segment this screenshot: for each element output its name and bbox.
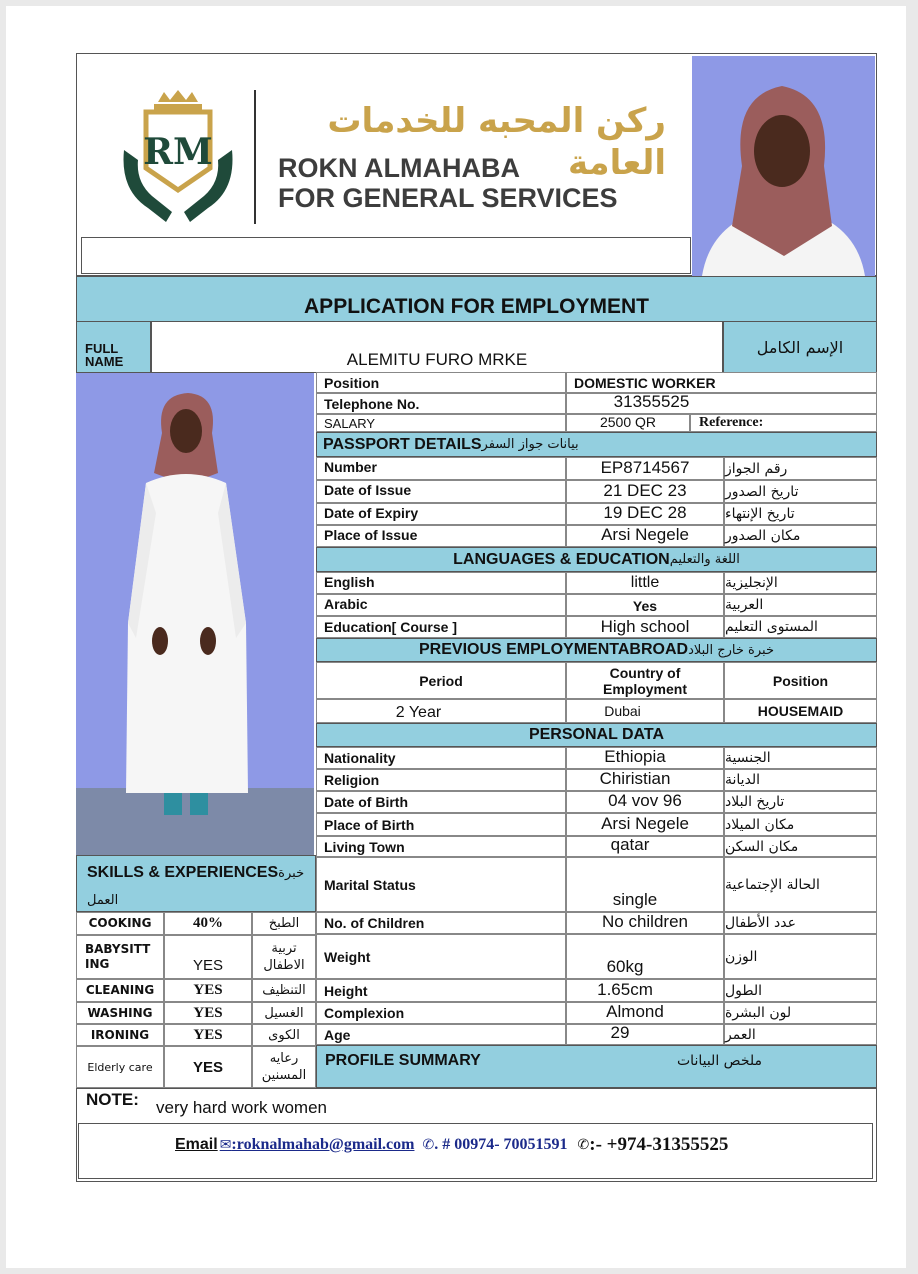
skill-cooking-label: COOKING — [76, 912, 164, 935]
date-of-birth-arabic: تاريخ البلاد — [724, 791, 877, 813]
portrait-photo — [692, 56, 875, 276]
telephone-value: 31355525 — [566, 393, 877, 414]
languages-section-header — [316, 547, 877, 572]
full-body-photo — [76, 373, 314, 855]
place-of-birth-label: Place of Birth — [316, 813, 566, 836]
height-label: Height — [316, 979, 566, 1002]
full-name-label-arabic: الإسم الكامل — [723, 321, 877, 373]
country-value: Dubai — [566, 699, 724, 723]
previous-employment-header — [316, 638, 877, 662]
languages-title: LANGUAGES & EDUCATION — [453, 550, 670, 568]
marital-status-value: single — [566, 857, 724, 912]
full-name-value: ALEMITU FURO MRKE — [151, 321, 723, 373]
previous-position-value: HOUSEMAID — [724, 699, 877, 723]
profile-summary-title: PROFILE SUMMARY — [325, 1052, 481, 1069]
skill-ironing-arabic: الكوى — [252, 1024, 316, 1046]
profile-summary-header — [316, 1045, 877, 1088]
form-title: APPLICATION FOR EMPLOYMENT — [76, 276, 877, 322]
passport-title-arabic: بيانات جواز السفر — [481, 437, 579, 452]
arabic-label: Arabic — [316, 594, 566, 616]
height-value: 1.65cm — [566, 979, 724, 1002]
company-name-arabic: ركن المحبه للخدمات العامة — [327, 101, 666, 183]
skill-elderly-care-label: Elderly care — [76, 1046, 164, 1088]
weight-value: 60kg — [566, 934, 724, 979]
living-town-arabic: مكان السكن — [724, 836, 877, 857]
place-of-birth-arabic: مكان الميلاد — [724, 813, 877, 836]
application-form-page — [6, 6, 906, 1268]
religion-arabic: الديانة — [724, 769, 877, 791]
salary-label: SALARY — [316, 414, 566, 432]
full-name-label: FULL NAME — [76, 321, 151, 373]
living-town-label: Living Town — [316, 836, 566, 857]
phone-number-2: :- +974-31355525 — [589, 1134, 729, 1155]
skill-cooking-arabic: الطبخ — [252, 912, 316, 935]
children-value: No children — [566, 912, 724, 934]
skill-ironing-value: YES — [164, 1024, 252, 1046]
note-label: NOTE: — [86, 1090, 139, 1109]
phone-number-1: . # 00974- 70051591 — [434, 1136, 568, 1153]
marital-status-label: Marital Status — [316, 857, 566, 912]
date-of-issue-value: 21 DEC 23 — [566, 480, 724, 503]
skill-elderly-care-arabic: رعايه المسنين — [252, 1046, 316, 1088]
date-of-expiry-label: Date of Expiry — [316, 503, 566, 525]
country-column-header: Country of Employment — [566, 662, 724, 699]
passport-number-label: Number — [316, 457, 566, 480]
complexion-value: Almond — [566, 1002, 724, 1024]
period-value: 2 Year — [316, 699, 566, 723]
note-text: very hard work women — [156, 1098, 328, 1117]
skills-title-arabic: خبرة العمل — [87, 866, 305, 908]
profile-summary-title-arabic: ملخص البيانات — [677, 1053, 762, 1069]
skills-section-header — [76, 855, 316, 912]
company-name-line2: FOR GENERAL SERVICES — [278, 183, 618, 213]
nationality-label: Nationality — [316, 747, 566, 769]
skill-cleaning-value: YES — [164, 979, 252, 1002]
date-of-issue-arabic: تاريخ الصدور — [724, 480, 877, 503]
education-arabic: المستوى التعليم — [724, 616, 877, 638]
marital-status-arabic: الحالة الإجتماعية — [724, 857, 877, 912]
period-column-header: Period — [316, 662, 566, 699]
education-value: High school — [566, 616, 724, 638]
date-of-issue-label: Date of Issue — [316, 480, 566, 503]
skill-washing-label: WASHING — [76, 1002, 164, 1024]
place-of-birth-value: Arsi Negele — [566, 813, 724, 836]
arabic-value: Yes — [566, 594, 724, 616]
date-of-expiry-arabic: تاريخ الإنتهاء — [724, 503, 877, 525]
english-arabic: الإنجليزية — [724, 572, 877, 594]
mobile-icon: ✆ — [577, 1137, 590, 1153]
education-label: Education[ Course ] — [316, 616, 566, 638]
salary-value: 2500 QR — [566, 414, 690, 432]
company-name-line1: ROKN ALMAHABA — [278, 153, 520, 183]
contact-footer — [78, 1123, 873, 1179]
email-label: Email — [175, 1136, 218, 1153]
position-label: Position — [316, 372, 566, 393]
skill-washing-value: YES — [164, 1002, 252, 1024]
passport-number-arabic: رقم الجواز — [724, 457, 877, 480]
languages-title-arabic: اللغة والتعليم — [669, 552, 740, 567]
email-link[interactable]: :roknalmahab@gmail.com — [231, 1136, 415, 1153]
skill-cleaning-label: CLEANING — [76, 979, 164, 1002]
header-divider — [254, 90, 256, 224]
header-empty-box — [81, 237, 691, 274]
arabic-arabic: العربية — [724, 594, 877, 616]
company-logo — [118, 90, 238, 230]
date-of-expiry-value: 19 DEC 28 — [566, 503, 724, 525]
skills-title: SKILLS & EXPERIENCES — [87, 864, 279, 881]
religion-label: Religion — [316, 769, 566, 791]
height-arabic: الطول — [724, 979, 877, 1002]
english-value: little — [566, 572, 724, 594]
date-of-birth-label: Date of Birth — [316, 791, 566, 813]
place-of-issue-arabic: مكان الصدور — [724, 525, 877, 547]
weight-label: Weight — [316, 934, 566, 979]
personal-data-header: PERSONAL DATA — [316, 723, 877, 747]
skill-ironing-label: IRONING — [76, 1024, 164, 1046]
position-column-header: Position — [724, 662, 877, 699]
skill-babysitting-arabic: تربية الاطفال — [252, 935, 316, 979]
complexion-arabic: لون البشرة — [724, 1002, 877, 1024]
telephone-label: Telephone No. — [316, 393, 566, 414]
skill-cooking-value: 40% — [164, 912, 252, 935]
skill-babysitting-value: YES — [164, 935, 252, 979]
age-label: Age — [316, 1024, 566, 1045]
children-arabic: عدد الأطفال — [724, 912, 877, 934]
place-of-issue-value: Arsi Negele — [566, 525, 724, 547]
skill-babysitting-label: BABYSITT ING — [76, 935, 164, 979]
complexion-label: Complexion — [316, 1002, 566, 1024]
passport-number-value: EP8714567 — [566, 457, 724, 480]
previous-employment-title: PREVIOUS EMPLOYMENTABROAD — [419, 641, 689, 658]
skill-elderly-care-value: YES — [164, 1046, 252, 1088]
nationality-arabic: الجنسية — [724, 747, 877, 769]
position-value: DOMESTIC WORKER — [566, 372, 877, 393]
date-of-birth-value: 04 vov 96 — [566, 791, 724, 813]
passport-title: PASSPORT DETAILS — [323, 435, 482, 453]
reference-label: Reference: — [690, 414, 877, 432]
age-arabic: العمر — [724, 1024, 877, 1045]
weight-arabic: الوزن — [724, 934, 877, 979]
living-town-value: qatar — [566, 836, 724, 857]
nationality-value: Ethiopia — [566, 747, 724, 769]
english-label: English — [316, 572, 566, 594]
phone-icon: ✆ — [422, 1137, 435, 1153]
email-icon: ✉ — [219, 1137, 232, 1153]
age-value: 29 — [566, 1024, 724, 1045]
logo-monogram: RM — [143, 131, 213, 173]
skill-washing-arabic: الغسيل — [252, 1002, 316, 1024]
children-label: No. of Children — [316, 912, 566, 934]
previous-employment-title-arabic: خبرة خارج البلاد — [688, 642, 774, 658]
passport-section-header — [316, 432, 877, 457]
skill-cleaning-arabic: التنظيف — [252, 979, 316, 1002]
place-of-issue-label: Place of Issue — [316, 525, 566, 547]
religion-value: Chiristian — [566, 769, 724, 791]
